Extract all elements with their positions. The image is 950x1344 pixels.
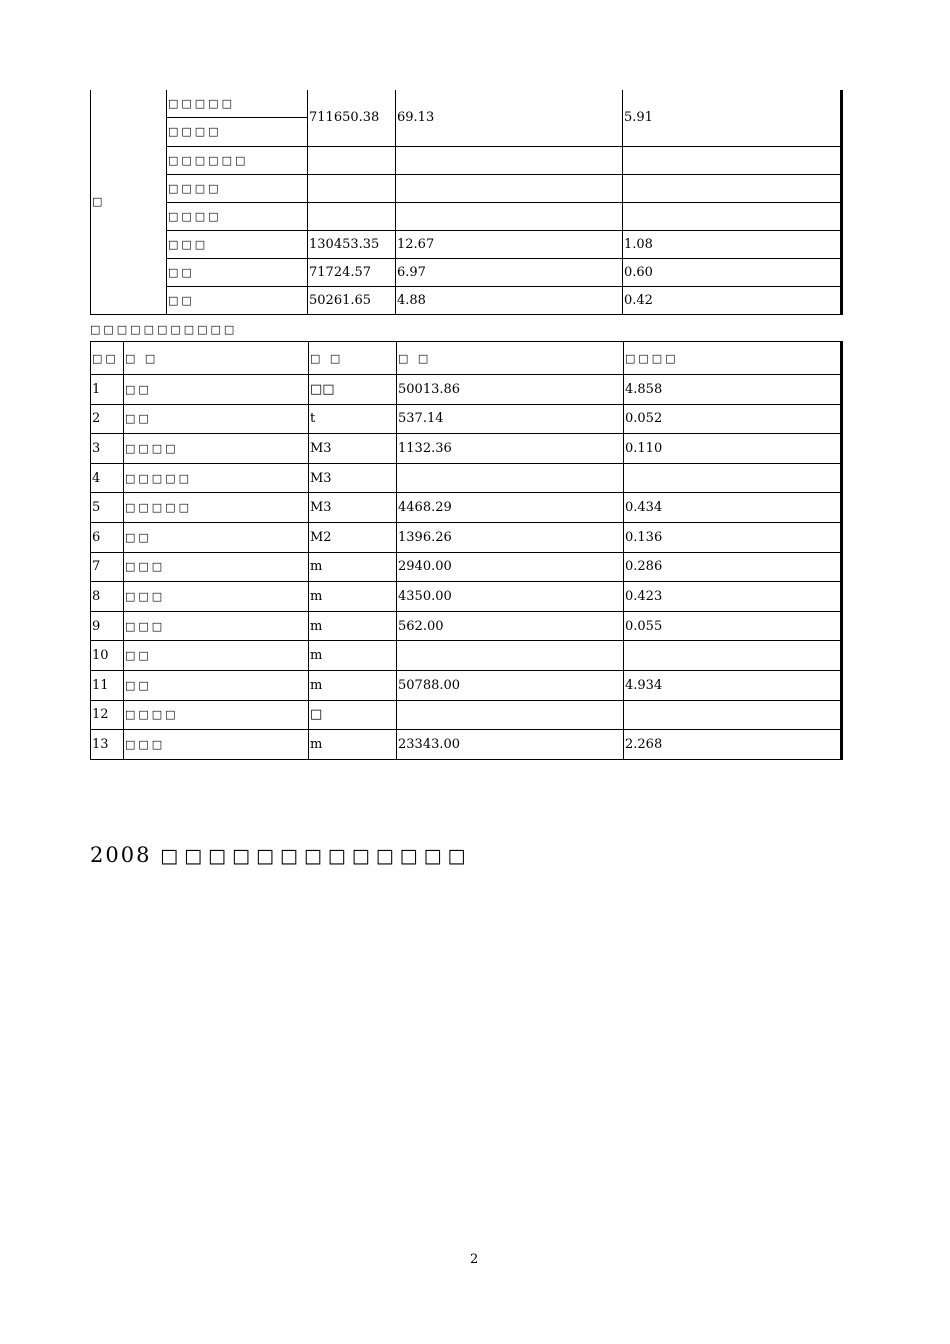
quantity-cell: 50013.86 [397, 375, 624, 405]
item-name-cell: □□□□ [167, 117, 308, 146]
quantity-cell: 562.00 [397, 611, 624, 641]
table-row [91, 730, 842, 760]
table-row [91, 611, 842, 641]
heading-year: 2008 [90, 843, 152, 867]
quantity-cell: 2940.00 [397, 552, 624, 582]
unit-cell: m [309, 582, 397, 612]
value-cell: 1.08 [623, 230, 842, 258]
table-row [91, 700, 842, 730]
unit-cell: m [309, 641, 397, 671]
table-row [91, 552, 842, 582]
header-name: □ □ [124, 342, 309, 375]
row-number-cell: 4 [91, 463, 124, 493]
per-unit-cell [624, 463, 842, 493]
value-cell [623, 202, 842, 230]
header-unit: □ □ [309, 342, 397, 375]
material-name-cell: □□□□□ [124, 463, 309, 493]
table-row [91, 90, 842, 117]
amount-cell: 71724.57 [308, 258, 396, 286]
table-row [91, 404, 842, 434]
quantity-cell [397, 700, 624, 730]
header-no: □□ [91, 342, 124, 375]
table-caption: □□□□□□□□□□□ [90, 323, 238, 336]
material-name-cell: □□□□ [124, 434, 309, 464]
amount-cell: 711650.38 [308, 90, 396, 146]
quantity-cell: 50788.00 [397, 670, 624, 700]
row-number-cell: 5 [91, 493, 124, 523]
material-name-cell: □□□ [124, 611, 309, 641]
table-row [91, 641, 842, 671]
material-name-cell: □□ [124, 522, 309, 552]
table-row [91, 174, 842, 202]
row-group-label: □ [91, 90, 167, 314]
table-row [91, 493, 842, 523]
per-unit-cell: 0.434 [624, 493, 842, 523]
header-per-unit: □□□□ [624, 342, 842, 375]
table-row [91, 522, 842, 552]
percentage-cell: 69.13 [396, 90, 623, 146]
per-unit-cell: 0.423 [624, 582, 842, 612]
material-name-cell: □□□□□ [124, 493, 309, 523]
material-name-cell: □□ [124, 670, 309, 700]
quantity-cell: 4468.29 [397, 493, 624, 523]
row-number-cell: 11 [91, 670, 124, 700]
unit-cell: M3 [309, 493, 397, 523]
material-name-cell: □□ [124, 404, 309, 434]
row-number-cell: 1 [91, 375, 124, 405]
value-cell: 5.91 [623, 90, 842, 146]
value-cell: 0.42 [623, 286, 842, 314]
item-name-cell: □□ [167, 286, 308, 314]
unit-cell: M2 [309, 522, 397, 552]
amount-cell: 50261.65 [308, 286, 396, 314]
material-name-cell: □□□ [124, 582, 309, 612]
material-name-cell: □□□ [124, 552, 309, 582]
table-row [91, 202, 842, 230]
item-name-cell: □□□□ [167, 174, 308, 202]
unit-cell: □ [309, 700, 397, 730]
percentage-cell [396, 202, 623, 230]
row-number-cell: 13 [91, 730, 124, 760]
percentage-cell: 4.88 [396, 286, 623, 314]
unit-cell: M3 [309, 434, 397, 464]
unit-cell: □□ [309, 375, 397, 405]
unit-cell: M3 [309, 463, 397, 493]
unit-cell: m [309, 552, 397, 582]
amount-cell: 130453.35 [308, 230, 396, 258]
per-unit-cell: 4.858 [624, 375, 842, 405]
item-name-cell: □□□ [167, 230, 308, 258]
value-cell [623, 146, 842, 174]
quantity-cell [397, 463, 624, 493]
item-name-cell: □□ [167, 258, 308, 286]
value-cell: 0.60 [623, 258, 842, 286]
quantity-cell: 537.14 [397, 404, 624, 434]
material-name-cell: □□□ [124, 730, 309, 760]
page-number: 2 [470, 1252, 479, 1267]
row-number-cell: 2 [91, 404, 124, 434]
per-unit-cell: 0.052 [624, 404, 842, 434]
table-row [91, 146, 842, 174]
row-number-cell: 10 [91, 641, 124, 671]
material-name-cell: □□ [124, 641, 309, 671]
heading-text: □□□□□□□□□□□□□ [160, 845, 472, 867]
row-number-cell: 3 [91, 434, 124, 464]
table-row [91, 670, 842, 700]
table-row [91, 286, 842, 314]
per-unit-cell: 0.055 [624, 611, 842, 641]
percentage-cell: 12.67 [396, 230, 623, 258]
unit-cell: m [309, 730, 397, 760]
per-unit-cell [624, 700, 842, 730]
per-unit-cell: 2.268 [624, 730, 842, 760]
per-unit-cell [624, 641, 842, 671]
item-name-cell: □□□□□□ [167, 146, 308, 174]
table-row [91, 258, 842, 286]
material-quantity-table [90, 341, 843, 760]
row-number-cell: 6 [91, 522, 124, 552]
material-name-cell: □□ [124, 375, 309, 405]
amount-cell [308, 146, 396, 174]
table-row [91, 463, 842, 493]
unit-cell: m [309, 670, 397, 700]
table-row [91, 375, 842, 405]
per-unit-cell: 0.110 [624, 434, 842, 464]
header-quantity: □ □ [397, 342, 624, 375]
percentage-cell [396, 146, 623, 174]
table-row [91, 434, 842, 464]
quantity-cell: 1396.26 [397, 522, 624, 552]
item-name-cell: □□□□□ [167, 90, 308, 117]
quantity-cell: 4350.00 [397, 582, 624, 612]
per-unit-cell: 0.136 [624, 522, 842, 552]
item-name-cell: □□□□ [167, 202, 308, 230]
table-header-row [91, 342, 842, 375]
unit-cell: m [309, 611, 397, 641]
row-number-cell: 12 [91, 700, 124, 730]
quantity-cell: 23343.00 [397, 730, 624, 760]
amount-cell [308, 174, 396, 202]
row-number-cell: 7 [91, 552, 124, 582]
quantity-cell [397, 641, 624, 671]
material-name-cell: □□□□ [124, 700, 309, 730]
cost-breakdown-table [90, 90, 843, 315]
unit-cell: t [309, 404, 397, 434]
per-unit-cell: 0.286 [624, 552, 842, 582]
row-number-cell: 8 [91, 582, 124, 612]
section-heading [90, 843, 472, 867]
percentage-cell: 6.97 [396, 258, 623, 286]
per-unit-cell: 4.934 [624, 670, 842, 700]
table-row [91, 230, 842, 258]
value-cell [623, 174, 842, 202]
amount-cell [308, 202, 396, 230]
percentage-cell [396, 174, 623, 202]
quantity-cell: 1132.36 [397, 434, 624, 464]
table-row [91, 582, 842, 612]
row-number-cell: 9 [91, 611, 124, 641]
